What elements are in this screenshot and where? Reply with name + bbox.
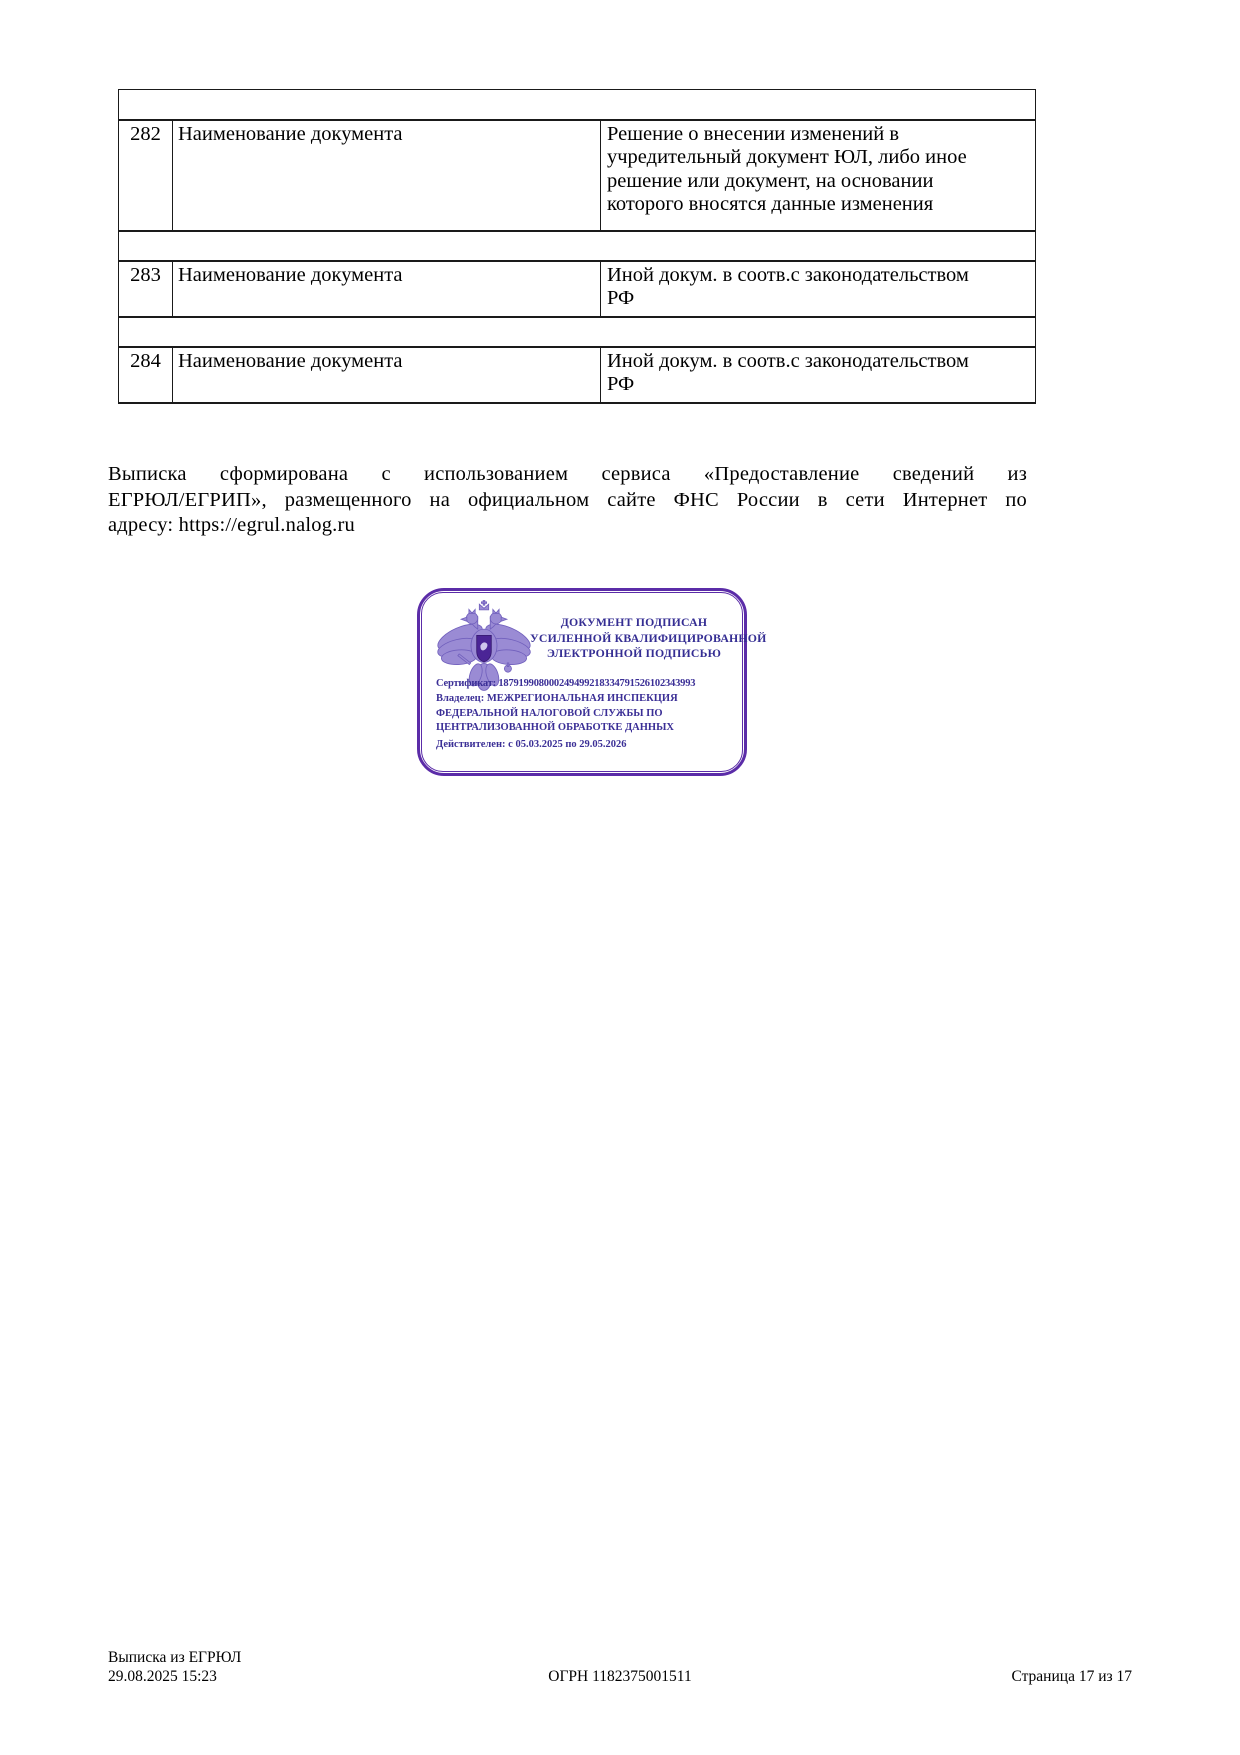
row-field-value: Иной докум. в соотв.с законодательством РФ [601,261,1036,317]
empty-cell [119,90,1036,120]
table-row [119,120,1036,231]
document-records-table [118,89,1036,404]
row-field-value: Решение о внесении изменений в учредительный документ ЮЛ, либо иное решение или документ, на основании которого вносятся данные изменения [601,120,1036,231]
empty-cell [119,317,1036,347]
validity-line [436,738,739,753]
footer-page-number: Страница 17 из 17 [1011,1668,1132,1685]
service-note-paragraph [108,462,1027,539]
row-number: 283 [119,261,173,317]
row-field-value: Иной докум. в соотв.с законодательством РФ [601,347,1036,403]
stamp-details [436,677,739,753]
certificate-number: 187919908000249499218334791526102343993 [498,678,696,689]
row-number: 282 [119,120,173,231]
table-spacer-row [119,231,1036,261]
row-field-name: Наименование документа [173,120,601,231]
table-spacer-row [119,317,1036,347]
stamp-title [530,615,767,662]
note-line: ЕГРЮЛ/ЕГРИП», размещенного на официальном сайте ФНС России в сети Интернет по [108,488,1027,511]
row-field-name: Наименование документа [173,347,601,403]
footer-datetime: 29.08.2025 15:23 [108,1667,217,1685]
empty-cell [119,231,1036,261]
owner-name: МЕЖРЕГИОНАЛЬНАЯ ИНСПЕКЦИЯ ФЕДЕРАЛЬНОЙ НАЛОГОВОЙ СЛУЖБЫ ПО ЦЕНТРАЛИЗОВАННОЙ ОБРАБОТКЕ ДАННЫХ [436,692,678,734]
certificate-label: Сертификат: [436,678,496,689]
certificate-line [436,677,739,692]
row-number: 284 [119,347,173,403]
owner-label: Владелец: [436,692,485,704]
stamp-title-line: ДОКУМЕНТ ПОДПИСАН [560,615,708,629]
note-line: Выписка сформирована с использованием сервиса «Предоставление сведений из [108,463,1027,485]
table-row [119,261,1036,317]
validity-label: Действителен: [436,739,506,751]
stamp-title-line: УСИЛЕННОЙ КВАЛИФИЦИРОВАННОЙ [530,630,767,645]
table-spacer-row [119,90,1036,120]
table-row [119,347,1036,403]
row-field-name: Наименование документа [173,261,601,317]
owner-line [436,692,739,736]
validity-period: с 05.03.2025 по 29.05.2026 [508,739,627,751]
stamp-title-line: ЭЛЕКТРОННОЙ ПОДПИСЬЮ [546,646,722,660]
footer-ogrn: ОГРН 1182375001511 [548,1668,692,1685]
footer-doc-type: Выписка из ЕГРЮЛ [108,1649,242,1666]
egrul-url-line: адресу: https://egrul.nalog.ru [108,514,355,536]
digital-signature-stamp [417,588,767,776]
